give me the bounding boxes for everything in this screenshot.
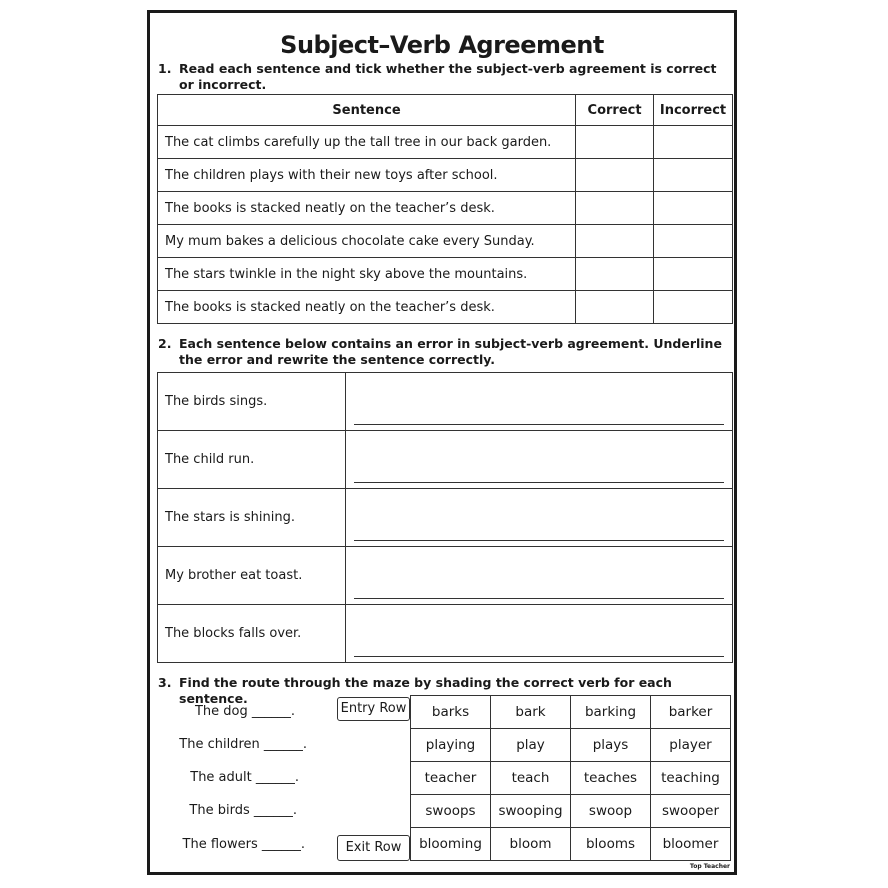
rewrite-cell[interactable] [346,547,733,605]
column-header-sentence: Sentence [158,95,576,126]
table-row [158,192,733,225]
verb-maze-grid [410,695,731,861]
question-text: Read each sentence and tick whether the subject-verb agreement is correct or incorrect. [179,61,717,92]
maze-cell[interactable]: teacher [411,762,491,795]
rewrite-table [157,372,733,663]
maze-cell[interactable]: teaches [571,762,651,795]
maze-cell[interactable]: barking [571,696,651,729]
maze-row [411,696,731,729]
maze-prompt: The adult ______. [190,770,299,785]
maze-prompt: The birds ______. [189,803,297,818]
sentence-cell: The children plays with their new toys after school. [158,159,576,192]
answer-line [354,482,724,483]
incorrect-tick-cell[interactable] [654,126,733,159]
correct-tick-cell[interactable] [576,126,654,159]
answer-line [354,540,724,541]
maze-prompt: The children ______. [179,737,307,752]
table-row [158,159,733,192]
maze-cell[interactable]: play [491,729,571,762]
maze-cell[interactable]: blooming [411,828,491,861]
entry-row-label: Entry Row [337,697,410,721]
rewrite-cell[interactable] [346,489,733,547]
correct-tick-cell[interactable] [576,159,654,192]
sentence-cell: The stars twinkle in the night sky above the mountains. [158,258,576,291]
worksheet-title: Subject–Verb Agreement [280,31,604,59]
table-row [158,605,733,663]
exit-row-label: Exit Row [337,835,410,861]
correct-tick-cell[interactable] [576,192,654,225]
maze-cell[interactable]: teaching [651,762,731,795]
table-row [158,547,733,605]
incorrect-tick-cell[interactable] [654,258,733,291]
table-row [158,373,733,431]
maze-row [411,762,731,795]
maze-prompt: The dog ______. [194,704,295,719]
error-sentence-cell: The child run. [158,431,346,489]
maze-row [411,729,731,762]
table-row [158,489,733,547]
maze-cell[interactable]: swoops [411,795,491,828]
correct-tick-cell[interactable] [576,291,654,324]
maze-cell[interactable]: bark [491,696,571,729]
table-row [158,258,733,291]
maze-cell[interactable]: blooms [571,828,651,861]
question-number: 2. [158,336,172,351]
sentence-cell: My mum bakes a delicious chocolate cake every Sunday. [158,225,576,258]
question-number: 1. [158,61,172,76]
incorrect-tick-cell[interactable] [654,225,733,258]
question-2 [158,336,728,368]
rewrite-cell[interactable] [346,431,733,489]
error-sentence-cell: The blocks falls over. [158,605,346,663]
question-1 [158,61,728,93]
maze-cell[interactable]: plays [571,729,651,762]
correct-tick-cell[interactable] [576,225,654,258]
table-row [158,431,733,489]
correct-tick-cell[interactable] [576,258,654,291]
incorrect-tick-cell[interactable] [654,159,733,192]
maze-cell[interactable]: teach [491,762,571,795]
question-number: 3. [158,675,172,690]
sentence-cell: The cat climbs carefully up the tall tree in our back garden. [158,126,576,159]
brand-logo: Top Teacher [689,863,730,870]
maze-cell[interactable]: player [651,729,731,762]
sentence-cell: The books is stacked neatly on the teacher’s desk. [158,291,576,324]
table-row [158,291,733,324]
question-text: Find the route through the maze by shading the correct verb for each sentence. [179,675,672,706]
sentence-cell: The books is stacked neatly on the teacher’s desk. [158,192,576,225]
agreement-check-table [157,94,733,324]
error-sentence-cell: The stars is shining. [158,489,346,547]
answer-line [354,656,724,657]
maze-row [411,828,731,861]
maze-cell[interactable]: barks [411,696,491,729]
answer-line [354,424,724,425]
maze-cell[interactable]: barker [651,696,731,729]
error-sentence-cell: My brother eat toast. [158,547,346,605]
incorrect-tick-cell[interactable] [654,192,733,225]
maze-prompt: The flowers ______. [182,837,305,852]
maze-cell[interactable]: swooper [651,795,731,828]
maze-cell[interactable]: bloomer [651,828,731,861]
maze-cell[interactable]: bloom [491,828,571,861]
error-sentence-cell: The birds sings. [158,373,346,431]
maze-cell[interactable]: swoop [571,795,651,828]
column-header-incorrect: Incorrect [654,95,733,126]
table-row [158,126,733,159]
maze-row [411,795,731,828]
rewrite-cell[interactable] [346,605,733,663]
incorrect-tick-cell[interactable] [654,291,733,324]
table-header-row [158,95,733,126]
answer-line [354,598,724,599]
maze-cell[interactable]: playing [411,729,491,762]
table-row [158,225,733,258]
rewrite-cell[interactable] [346,373,733,431]
column-header-correct: Correct [576,95,654,126]
maze-cell[interactable]: swooping [491,795,571,828]
question-text: Each sentence below contains an error in subject-verb agreement. Underline the error and rewrite the sentence correctly. [179,336,722,367]
